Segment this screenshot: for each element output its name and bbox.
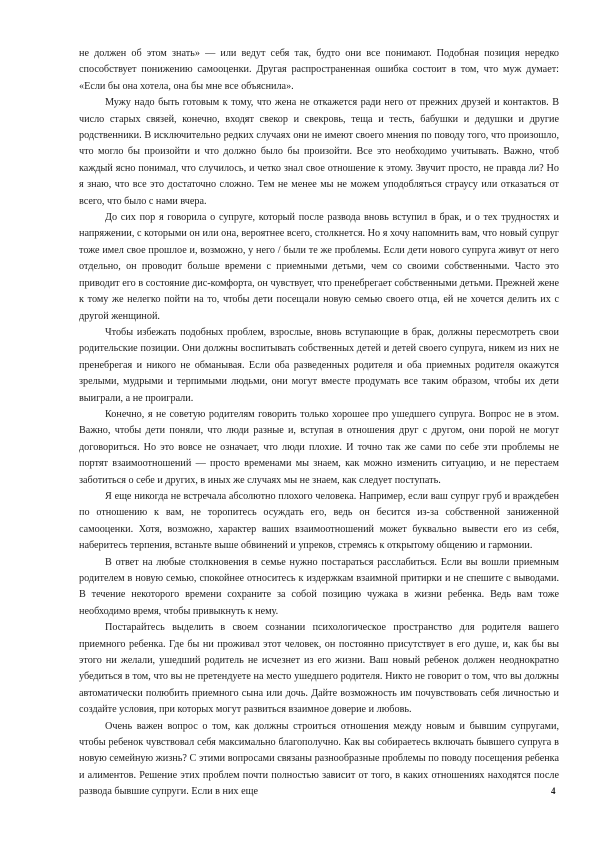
paragraph-7: В ответ на любые столкновения в семье нужно постараться расслабиться. Если вы вошли приемным родителем в новую семью, спокойнее относитесь к издержкам взаимной притирки и не спешите с выводами. В течение некоторого времени сохраните за собой позицию чужака в жизни ребенка. Ведь вам тоже необходимо время, чтобы привыкнуть к нему. <box>79 556 559 617</box>
paragraph-9: Очень важен вопрос о том, как должны строиться отношения между новым и бывшим супругами, чтобы ребенок чувствовал себя максимально благополучно. Как вы собираетесь включать бывшего супруга в новую семейную жизнь? С этими вопросами связаны разнообразные проблемы по поводу посещения ребенка и алиментов. Решение этих проблем почти полностью зависит от того, в каких отношениях находятся после развода бывшие супруги. Если в них еще <box>79 720 559 798</box>
paragraph-8: Постарайтесь выделить в своем сознании психологическое пространство для родителя вашего приемного ребенка. Где бы ни проживал этот человек, он постоянно присутствует в его душе, и, как бы вы этого ни желали, ушедший родитель не исчезнет из его жизни. Ваш новый ребенок должен неоднократно убедиться в том, что вы не претендуете на место ушедшего родителя. Никто не говорит о том, что вы должны автоматически полюбить приемного сына или дочь. Дайте возможность им почувствовать себя личностью и создайте условия, при которых могут развиться взаимное доверие и любовь. <box>79 622 559 716</box>
paragraph-6: Я еще никогда не встречала абсолютно плохого человека. Например, если ваш супруг груб и враждебен по отношению к вам, не торопитесь осуждать его, ведь он бесится из-за собственной заниженной самооценки. Хотя, возможно, характер ваших взаимоотношений может буквально вывести его из себя, наберитесь терпения, встаньте выше обвинений и упреков, стремясь к открытому общению и гармонии. <box>79 490 559 552</box>
body-text <box>79 46 559 801</box>
paragraph-3: До сих пор я говорила о супруге, который после развода вновь вступил в брак, и о тех трудностях и напряжении, с которыми он или она, вероятнее всего, столкнется. Но я хочу напомнить вам, что новый супруг тоже имел свое прошлое и, возможно, у него / были те же проблемы. Если дети нового супруга живут от него отдельно, он проводит больше времени с приемными детьми, чем со своими собственными. Часто это приводит его в состояние дис-комфорта, он чувствует, что пренебрегает собственными детьми. Прежней жене к тому же нелегко пойти на то, чтобы дети посещали новую семью своего отца, ей не хочется делить их с другой женщиной. <box>79 212 559 322</box>
paragraph-1: не должен об этом знать» — или ведут себя так, будто они все понимают. Подобная позиция нередко способствует понижению самооценки. Другая распространенная ошибка состоит в том, что муж думает: «Если бы она хотела, она бы мне все объяснила». <box>79 48 559 92</box>
paragraph-5: Конечно, я не советую родителям говорить только хорошее про ушедшего супруга. Вопрос не в этом. Важно, чтобы дети поняли, что люди разные и, вступая в отношения друг с другом, они порой не могут договориться. Но это вовсе не означает, что люди плохие. И точно так же сами по себе эти проблемы не портят взаимоотношений — просто временами мы знаем, как можно изменить ситуацию, и не перестаем заботиться о себе и других, в иных же случаях мы не знаем, как следует поступать. <box>79 408 559 486</box>
paragraph-4: Чтобы избежать подобных проблем, взрослые, вновь вступающие в брак, должны пересмотреть свои родительские позиции. Они должны воспитывать собственных детей и детей своего супруга, никем из них не пренебрегая и никого не обманывая. Если оба разведенных родителя и оба приемных родителя окажутся зрелыми, мудрыми и терпимыми людьми, они могут вместе продумать все таким образом, чтобы их дети выиграли, а не проиграли. <box>79 326 559 404</box>
page-number: 4 <box>551 786 556 796</box>
paragraph-2: Мужу надо быть готовым к тому, что жена не откажется ради него от прежних друзей и контактов. В число старых связей, конечно, входят свекор и свекровь, теща и тесть, бабушки и дедушки и другие родственники. В исключительно редких случаях они не имеют своего мнения по поводу того, что произошло, что могло бы произойти и что должно было бы произойти. Все это необходимо учитывать. Важно, чтоб каждый ясно понимал, что случилось, и четко знал свое отношение к этому. Звучит просто, не правда ли? Но я знаю, что все это достаточно сложно. Тем не менее мы не можем уподобляться страусу или отказаться от всего, что было с нами вчера. <box>79 97 559 207</box>
